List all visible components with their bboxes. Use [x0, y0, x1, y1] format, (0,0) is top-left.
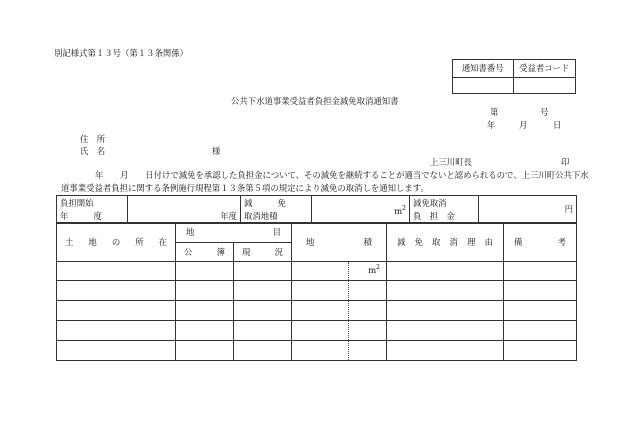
document-title: 公共下水道事業受益者負担金減免取消通知書	[231, 96, 399, 106]
amount-label-cell	[410, 196, 479, 224]
table-row	[57, 341, 577, 361]
koubo-cell[interactable]	[176, 341, 234, 361]
area-label-top: 減 免	[244, 197, 286, 208]
chiseki-cell[interactable]	[292, 341, 387, 361]
genkyo-cell[interactable]	[234, 321, 292, 341]
genkyo-cell[interactable]	[234, 301, 292, 321]
body-line-2: 道事業受益者負担に関する条例施行規程第１３条第５項の規定により減免の取消しを通知します。	[61, 183, 429, 193]
chiseki-cell[interactable]	[292, 262, 387, 281]
start-year-label-bottom: 年 度	[60, 211, 102, 221]
notice-number-label: 通知書番号	[453, 60, 514, 78]
genkyo-cell[interactable]	[234, 341, 292, 361]
notice-box	[452, 59, 576, 94]
chiseki-cell[interactable]	[292, 281, 387, 301]
genkyo-cell[interactable]	[234, 281, 292, 301]
biko-header-text: 備 考	[514, 236, 566, 247]
koubo-cell[interactable]	[176, 321, 234, 341]
reason-cell[interactable]	[387, 321, 504, 341]
koubo-cell[interactable]	[176, 281, 234, 301]
location-cell[interactable]	[57, 262, 176, 281]
date-day: 日	[553, 120, 562, 130]
recipient-code-field[interactable]	[513, 78, 576, 94]
amount-field[interactable]	[479, 196, 577, 224]
issuer-seal: 印	[561, 157, 570, 167]
start-year-field[interactable]	[128, 196, 241, 224]
start-year-label-cell	[57, 196, 128, 224]
chiseki-cell[interactable]	[292, 301, 387, 321]
date-month: 月	[519, 120, 528, 130]
body-line-1: 年 月 日付けで減免を承認した負担金について、その減免を継続することが適当でないと認められるので、上三川町公共下水	[95, 170, 589, 180]
amount-label-top: 減免取消	[413, 197, 447, 208]
koubo-cell[interactable]	[176, 262, 234, 281]
doc-number-go: 号	[540, 107, 549, 117]
reason-cell[interactable]	[387, 341, 504, 361]
chimoku-header	[176, 223, 292, 243]
biko-cell[interactable]	[504, 262, 577, 281]
date-year: 年	[487, 120, 496, 130]
biko-header	[504, 223, 577, 262]
doc-number-dai: 第	[490, 107, 499, 117]
form-number: 別記様式第１３号（第１３条関係）	[54, 48, 188, 58]
reason-cell[interactable]	[387, 301, 504, 321]
table-row	[57, 262, 577, 281]
table-row	[57, 281, 577, 301]
summary-table	[56, 195, 577, 224]
biko-cell[interactable]	[504, 281, 577, 301]
table-row	[57, 321, 577, 341]
nendo-label: 年度	[220, 210, 237, 221]
genkyo-header-text: 現 況	[242, 246, 283, 257]
location-header	[57, 223, 176, 262]
name-label: 氏 名	[80, 146, 106, 156]
biko-cell[interactable]	[504, 341, 577, 361]
detail-area-unit: $m^2$	[368, 264, 380, 275]
area-label-bottom: 取消地積	[244, 211, 278, 221]
area-label-cell	[241, 196, 312, 224]
genkyo-cell[interactable]	[234, 262, 292, 281]
location-cell[interactable]	[57, 321, 176, 341]
detail-table	[56, 222, 577, 361]
genkyo-header	[234, 243, 292, 262]
issuer-name: 上三川町長	[430, 157, 472, 167]
reason-header-text: 減 免 取 消 理 由	[397, 236, 493, 247]
location-cell[interactable]	[57, 301, 176, 321]
start-year-label-top: 負担開始	[60, 197, 94, 208]
chiseki-header	[292, 223, 387, 262]
area-field[interactable]	[312, 196, 410, 224]
reason-header	[387, 223, 504, 262]
amount-label-bottom: 負 担 金	[413, 211, 455, 221]
location-header-text: 土 地 の 所 在	[65, 236, 167, 247]
notice-number-field[interactable]	[453, 78, 514, 94]
chiseki-header-text: 地 積	[306, 236, 372, 247]
sama-label: 様	[212, 146, 221, 156]
location-cell[interactable]	[57, 281, 176, 301]
reason-cell[interactable]	[387, 262, 504, 281]
biko-cell[interactable]	[504, 301, 577, 321]
biko-cell[interactable]	[504, 321, 577, 341]
amount-unit: 円	[564, 203, 573, 214]
chimoku-header-text: 地 目	[186, 227, 281, 238]
recipient-code-label: 受益者コード	[513, 60, 576, 78]
area-unit: $m^2$	[394, 204, 406, 216]
koubo-cell[interactable]	[176, 301, 234, 321]
koubo-header	[176, 243, 234, 262]
reason-cell[interactable]	[387, 281, 504, 301]
table-row	[57, 301, 577, 321]
location-cell[interactable]	[57, 341, 176, 361]
chiseki-cell[interactable]	[292, 321, 387, 341]
koubo-header-text: 公 簿	[184, 246, 225, 257]
address-label: 住 所	[80, 134, 106, 144]
